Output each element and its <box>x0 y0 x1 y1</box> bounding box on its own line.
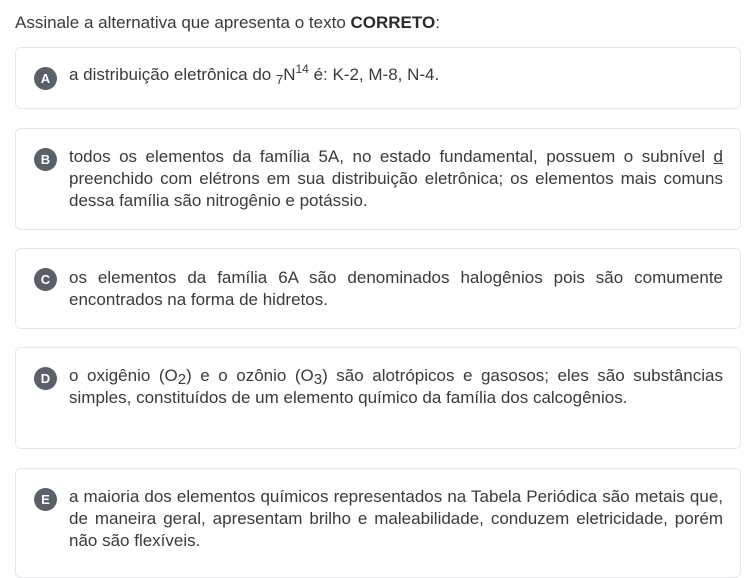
option-d-text-1: o oxigênio (O <box>69 366 178 385</box>
question-prefix: Assinale a alternativa que apresenta o texto <box>15 13 351 32</box>
option-a-text-before: a distribuição eletrônica do <box>69 65 276 84</box>
question-emphasis: CORRETO <box>350 13 436 32</box>
option-b[interactable] <box>15 128 741 230</box>
option-a[interactable] <box>15 47 741 109</box>
option-a-text-after: é: K-2, M-8, N-4. <box>308 65 440 84</box>
option-e-letter-badge[interactable]: E <box>34 488 57 511</box>
option-d-subscript-2: 2 <box>177 371 187 388</box>
option-d[interactable] <box>15 347 741 449</box>
option-b-text-before: todos os elementos da família 5A, no estado fundamental, possuem o subnível <box>69 147 714 166</box>
option-d-subscript-3: 3 <box>313 371 323 388</box>
option-d-text-3: ) são alotrópicos e gasosos; eles são substâncias simples, constituídos de um elemento químico da família dos calcogênios. <box>69 366 723 407</box>
option-b-text-after: preenchido com elétrons em sua distribuição eletrônica; os elementos mais comuns dessa família são nitrogênio e potássio. <box>69 169 723 210</box>
question-suffix: : <box>435 13 440 32</box>
option-a-element-symbol: N <box>283 65 296 84</box>
option-a-letter-badge[interactable]: A <box>34 67 57 90</box>
option-e[interactable] <box>15 468 741 578</box>
option-a-atomic-number: 7 <box>275 72 284 87</box>
question-prompt <box>15 12 440 34</box>
option-c-letter-badge[interactable]: C <box>34 268 57 291</box>
option-d-text-2: ) e o ozônio (O <box>186 366 314 385</box>
option-d-letter-badge[interactable]: D <box>34 367 57 390</box>
option-e-text[interactable]: a maioria dos elementos químicos representados na Tabela Periódica são metais que, de maneira geral, apresentam brilho e maleabilidade, conduzem eletricidade, porém não são flexíveis. <box>69 487 723 550</box>
option-a-mass-number: 14 <box>295 62 309 76</box>
option-b-letter-badge[interactable]: B <box>34 148 57 171</box>
option-b-subshell-d: d <box>713 147 723 166</box>
option-b-text[interactable] <box>69 146 723 212</box>
option-c[interactable] <box>15 248 741 329</box>
option-d-text[interactable] <box>69 365 723 409</box>
option-c-text[interactable]: os elementos da família 6A são denominados halogênios pois são comumente encontrados na forma de hidretos. <box>69 268 723 309</box>
option-a-text[interactable] <box>69 64 723 86</box>
